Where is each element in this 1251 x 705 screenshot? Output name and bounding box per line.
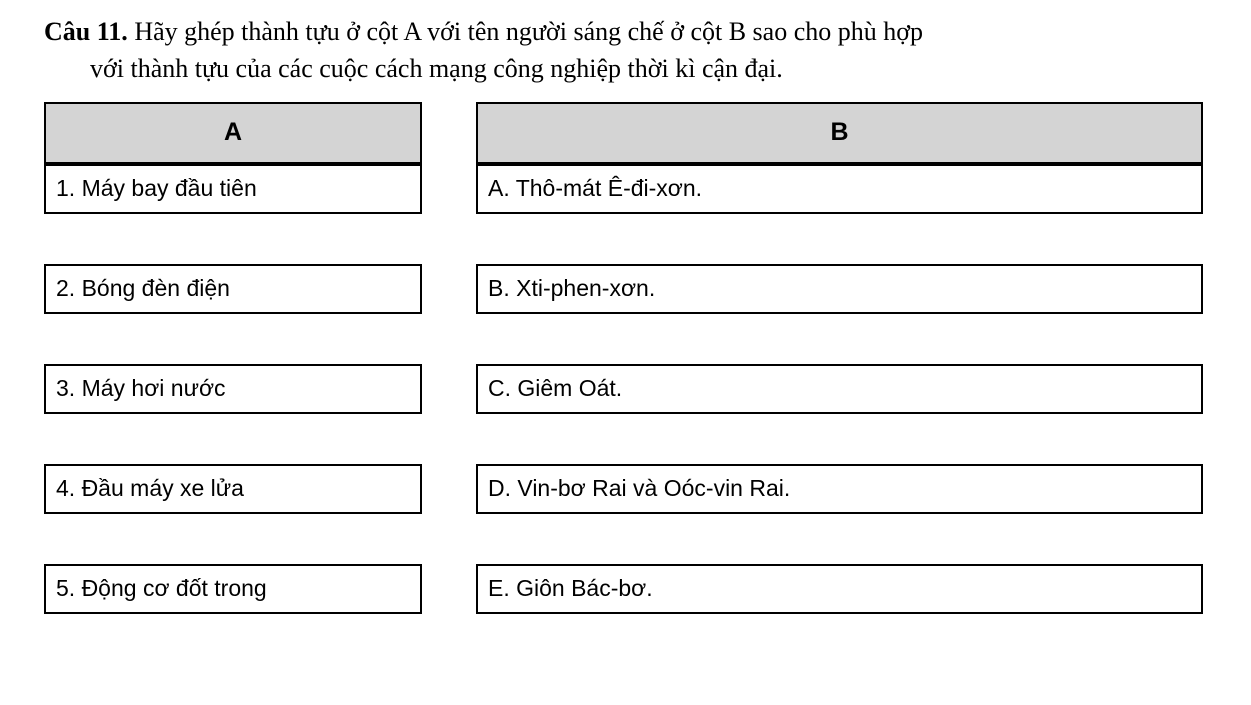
list-item[interactable]: 3. Máy hơi nước bbox=[44, 364, 422, 414]
list-item[interactable]: 1. Máy bay đầu tiên bbox=[44, 164, 422, 214]
column-b-header: B bbox=[476, 102, 1203, 164]
question-prompt-line-2: với thành tựu của các cuộc cách mạng công nghiệp thời kì cận đại. bbox=[90, 53, 783, 83]
question-prompt-line-1: Hãy ghép thành tựu ở cột A với tên người sáng chế ở cột B sao cho phù hợp bbox=[127, 17, 924, 46]
list-item[interactable]: 4. Đầu máy xe lửa bbox=[44, 464, 422, 514]
column-a bbox=[44, 102, 422, 614]
list-item[interactable]: C. Giêm Oát. bbox=[476, 364, 1203, 414]
list-item[interactable]: 5. Động cơ đốt trong bbox=[44, 564, 422, 614]
list-item[interactable]: E. Giôn Bác-bơ. bbox=[476, 564, 1203, 614]
column-a-header: A bbox=[44, 102, 422, 164]
question-number: Câu 11. bbox=[44, 17, 128, 46]
list-item[interactable]: D. Vin-bơ Rai và Oóc-vin Rai. bbox=[476, 464, 1203, 514]
list-item[interactable]: B. Xti-phen-xơn. bbox=[476, 264, 1203, 314]
question-text bbox=[44, 14, 1211, 88]
list-item[interactable]: A. Thô-mát Ê-đi-xơn. bbox=[476, 164, 1203, 214]
list-item[interactable]: 2. Bóng đèn điện bbox=[44, 264, 422, 314]
column-b bbox=[476, 102, 1203, 614]
matching-table bbox=[44, 102, 1211, 614]
